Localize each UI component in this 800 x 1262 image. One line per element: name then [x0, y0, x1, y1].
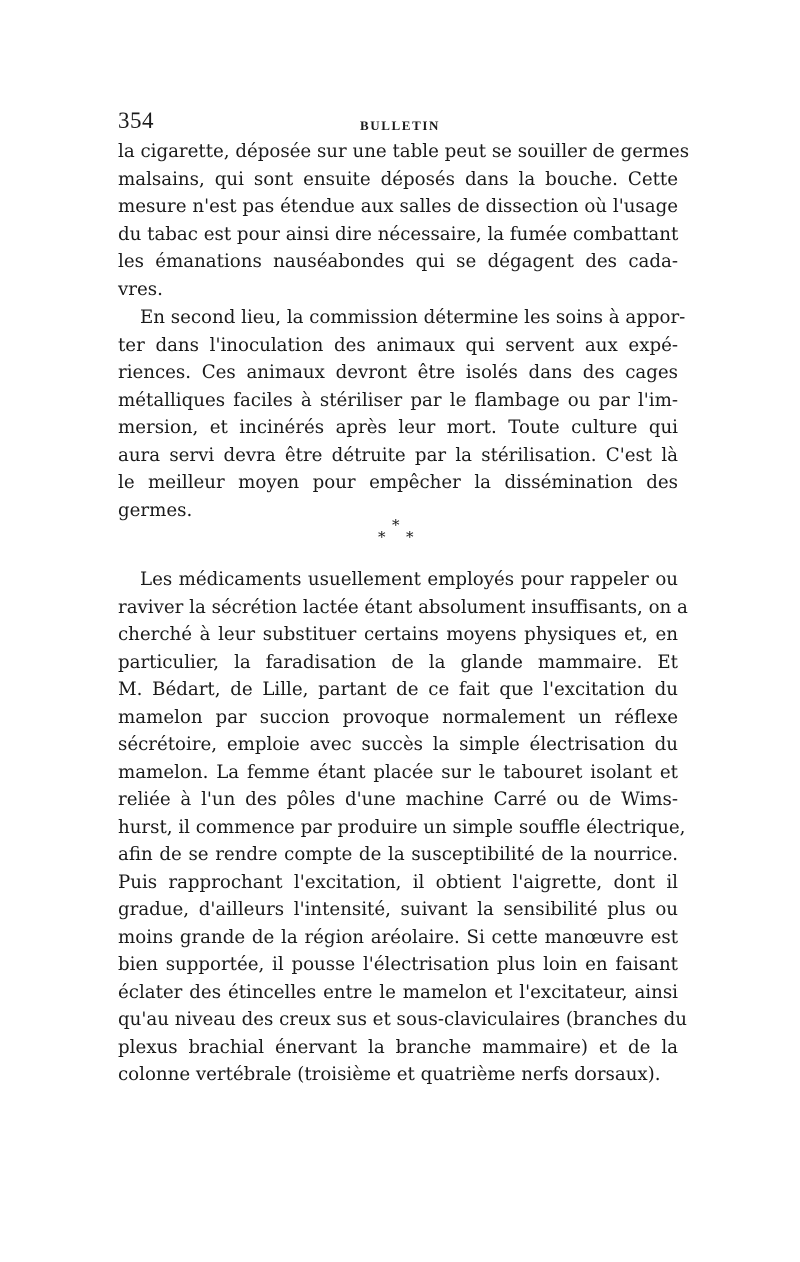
text-line: le meilleur moyen pour empêcher la dissémination des	[118, 472, 678, 493]
running-title: BULLETIN	[360, 118, 440, 133]
text-line: riences. Ces animaux devront être isolés dans des cages	[118, 362, 678, 383]
text-line: mesure n'est pas étendue aux salles de dissection où l'usage	[118, 196, 678, 217]
text-line: métalliques faciles à stériliser par le flambage ou par l'im-	[118, 389, 678, 411]
text-line: mamelon. La femme étant placée sur le tabouret isolant et	[118, 761, 678, 783]
text-line: reliée à l'un des pôles d'une machine Carré ou de Wims-	[118, 789, 678, 810]
paragraph-1	[118, 138, 690, 303]
text-line: gradue, d'ailleurs l'intensité, suivant la sensibilité plus ou	[118, 899, 678, 920]
text-line: éclater des étincelles entre le mamelon et l'excitateur, ainsi	[118, 981, 678, 1003]
text-line: colonne vertébrale (troisième et quatrième nerfs dorsaux).	[118, 1064, 661, 1085]
paragraph-2	[118, 304, 686, 524]
asterisk-mark: *	[406, 528, 414, 546]
text-line: moins grande de la région aréolaire. Si cette manœuvre est	[118, 926, 678, 948]
paragraph-3	[118, 566, 688, 1089]
text-line: les émanations nauséabondes qui se dégagent des cada-	[118, 251, 678, 272]
text-line: particulier, la faradisation de la glande mammaire. Et	[118, 651, 678, 673]
text-line: Puis rapprochant l'excitation, il obtient l'aigrette, dont il	[118, 871, 678, 893]
text-line: bien supportée, il pousse l'électrisation plus loin en faisant	[118, 954, 678, 975]
text-line: mamelon par succion provoque normalement un réflexe	[118, 706, 678, 728]
text-line: la cigarette, déposée sur une table peut se souiller de germes	[118, 141, 690, 162]
page-number: 354	[118, 108, 154, 133]
text-line: plexus brachial énervant la branche mammaire) et de la	[118, 1036, 678, 1058]
text-line: hurst, il commence par produire un simple souffle électrique,	[118, 816, 686, 838]
text-line: Les médicaments usuellement employés pour rappeler ou	[140, 569, 678, 590]
text-line: du tabac est pour ainsi dire nécessaire, la fumée combattant	[118, 223, 679, 245]
text-line: vres.	[118, 278, 163, 300]
text-line: En second lieu, la commission détermine les soins à appor-	[140, 307, 686, 328]
text-line: germes.	[118, 499, 193, 521]
section-separator	[0, 516, 800, 546]
text-line: afin de se rendre compte de la susceptibilité de la nourrice.	[118, 844, 678, 865]
text-line: ter dans l'inoculation des animaux qui servent aux expé-	[118, 334, 678, 356]
text-line: aura servi devra être détruite par la stérilisation. C'est là	[118, 444, 678, 466]
text-line: M. Bédart, de Lille, partant de ce fait que l'excitation du	[118, 679, 678, 700]
text-line: mersion, et incinérés après leur mort. Toute culture qui	[118, 417, 678, 438]
text-line: raviver la sécrétion lactée étant absolument insuffisants, on a	[118, 596, 688, 618]
text-line: qu'au niveau des creux sus et sous-claviculaires (branches du	[118, 1009, 688, 1030]
text-line: cherché à leur substituer certains moyens physiques et, en	[118, 624, 678, 645]
text-line: sécrétoire, emploie avec succès la simple électrisation du	[118, 734, 678, 755]
text-line: malsains, qui sont ensuite déposés dans la bouche. Cette	[118, 168, 678, 190]
asterisk-mark: *	[392, 516, 400, 534]
asterisk-mark: *	[378, 528, 386, 546]
